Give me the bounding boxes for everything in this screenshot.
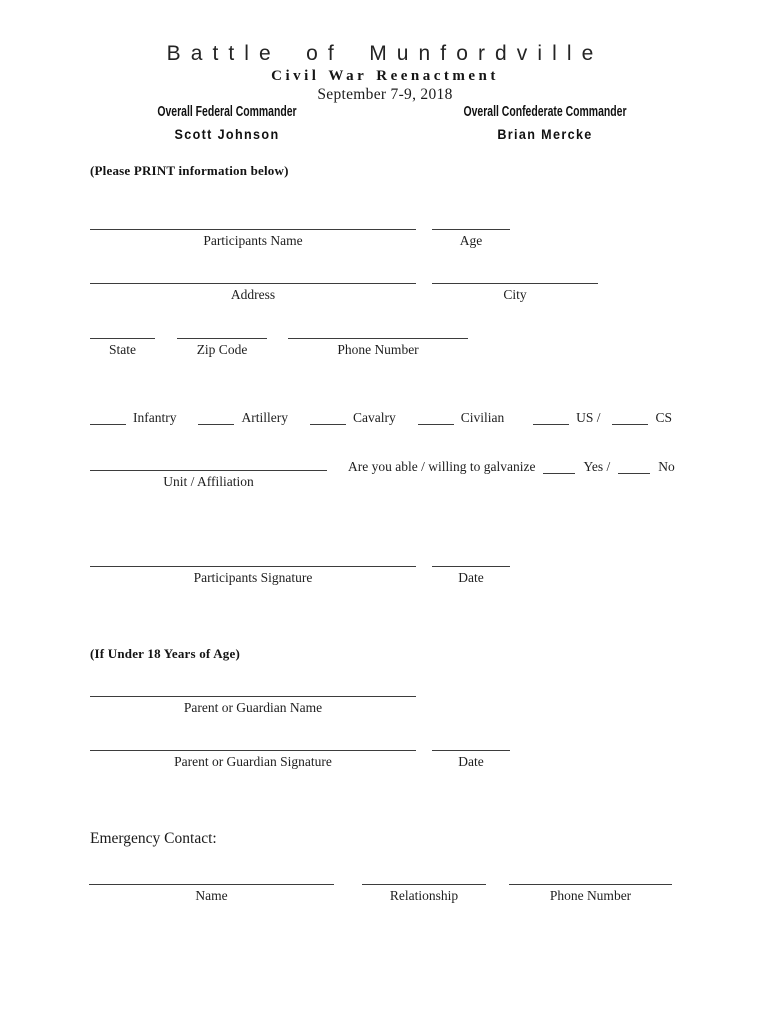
participants-signature-field	[90, 566, 416, 586]
participants-signature-label: Participants Signature	[193, 570, 313, 585]
civilian-label: Civilian	[460, 410, 505, 425]
participants-name-field	[90, 229, 416, 249]
galvanize-yes-blank[interactable]	[543, 473, 575, 474]
infantry-label: Infantry	[133, 410, 177, 425]
emergency-name-field	[89, 884, 334, 904]
cs-label: CS	[655, 410, 672, 425]
federal-commander-name: Scott Johnson	[174, 126, 280, 142]
emergency-relationship-field	[362, 884, 486, 904]
confederate-commander-name: Brian Mercke	[497, 126, 593, 142]
unit-affiliation-label: Unit / Affiliation	[163, 474, 254, 489]
us-blank[interactable]	[533, 424, 569, 425]
minor-section-heading: (If Under 18 Years of Age)	[90, 646, 240, 661]
print-instruction: (Please PRINT information below)	[90, 163, 289, 178]
parent-signature-label: Parent or Guardian Signature	[174, 754, 332, 769]
parent-signature-field	[90, 750, 416, 770]
state-field	[90, 338, 155, 358]
artillery-label: Artillery	[241, 410, 288, 425]
address-field	[90, 283, 416, 303]
zip-code-label: Zip Code	[196, 342, 248, 357]
us-label: US /	[576, 410, 601, 425]
galvanize-row	[348, 459, 675, 475]
phone-number-label: Phone Number	[337, 342, 419, 357]
zip-code-field	[177, 338, 267, 358]
parent-date-label: Date	[458, 754, 484, 769]
galvanize-yes-label: Yes /	[583, 459, 611, 474]
parent-name-label: Parent or Guardian Name	[183, 700, 323, 715]
phone-number-field	[288, 338, 468, 358]
participants-name-label: Participants Name	[203, 233, 303, 248]
cavalry-blank[interactable]	[310, 424, 346, 425]
confederate-commander-label: Overall Confederate Commander	[463, 104, 627, 120]
federal-commander-label: Overall Federal Commander	[157, 104, 297, 120]
page-subtitle: Civil War Reenactment	[271, 68, 499, 84]
artillery-blank[interactable]	[198, 424, 234, 425]
galvanize-no-blank[interactable]	[618, 473, 650, 474]
age-field	[432, 229, 510, 249]
emergency-contact-heading: Emergency Contact:	[90, 830, 217, 847]
city-label: City	[503, 287, 527, 302]
galvanize-no-label: No	[658, 459, 675, 474]
parent-name-field	[90, 696, 416, 716]
civilian-blank[interactable]	[418, 424, 454, 425]
address-label: Address	[230, 287, 276, 302]
age-label: Age	[459, 233, 483, 248]
signature-date-label: Date	[458, 570, 484, 585]
infantry-blank[interactable]	[90, 424, 126, 425]
event-date: September 7-9, 2018	[317, 86, 453, 103]
emergency-name-label: Name	[195, 888, 228, 903]
signature-date-field	[432, 566, 510, 586]
galvanize-question: Are you able / willing to galvanize	[348, 459, 536, 474]
emergency-phone-label: Phone Number	[549, 888, 632, 903]
parent-date-field	[432, 750, 510, 770]
city-field	[432, 283, 598, 303]
emergency-phone-field	[509, 884, 672, 904]
emergency-relationship-label: Relationship	[389, 888, 459, 903]
branch-options-row	[90, 410, 672, 426]
page-title: Battle of Munfordville	[166, 42, 604, 65]
state-label: State	[109, 342, 136, 357]
cs-blank[interactable]	[612, 424, 648, 425]
cavalry-label: Cavalry	[352, 410, 396, 425]
unit-affiliation-field	[90, 470, 327, 490]
